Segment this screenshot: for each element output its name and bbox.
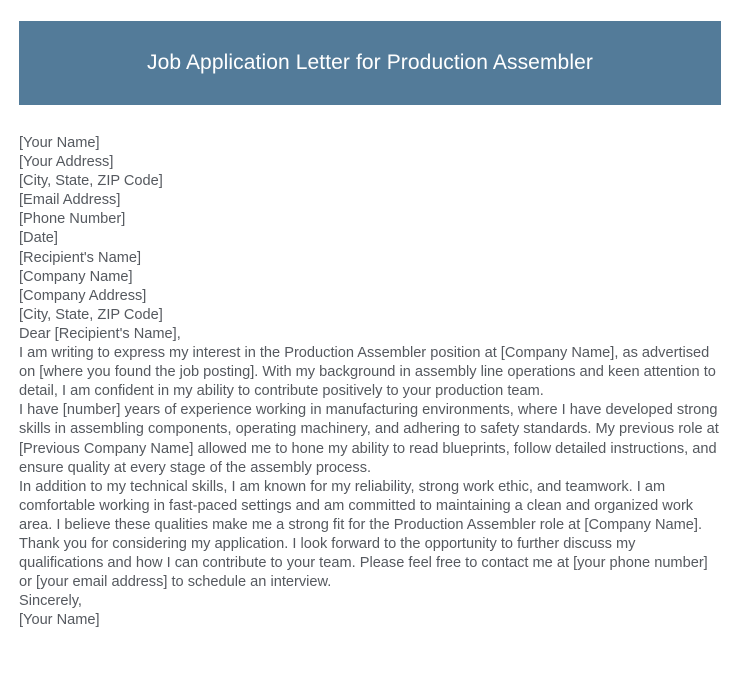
letter-paragraph: I have [number] years of experience working in manufacturing environments, where I have developed strong skills in assembling components, operating machinery, and adhering to safety standards. My previous role at [Previous Company Name] allowed me to hone my ability to read blueprints, follow detailed instructions, and ensure quality at every stage of the assembly process. bbox=[19, 402, 719, 476]
address-line: [Recipient's Name] bbox=[19, 249, 142, 266]
letter-paragraph: I am writing to express my interest in the Production Assembler position at [Company Name], as advertised on [where you found the job posting]. With my background in assembly line operations and keen attention to detail, I am confident in my ability to contribute positively to your production team. bbox=[19, 345, 716, 400]
letter-paragraph: Thank you for considering my application. I look forward to the opportunity to further discuss my qualifications and how I can contribute to your team. Please feel free to contact me at [your phone number] or [your email address] to schedule an interview. bbox=[19, 535, 708, 591]
address-line: [Company Name] bbox=[19, 268, 133, 285]
address-line: [Your Name] bbox=[19, 135, 100, 151]
salutation: Dear [Recipient's Name], bbox=[19, 325, 181, 342]
address-line: [Phone Number] bbox=[19, 211, 126, 228]
page-title: Job Application Letter for Production Assembler bbox=[147, 51, 593, 75]
address-line: [City, State, ZIP Code] bbox=[19, 306, 163, 323]
address-line: [Date] bbox=[19, 230, 58, 247]
address-line: [City, State, ZIP Code] bbox=[19, 173, 163, 190]
letter-paragraph: In addition to my technical skills, I am known for my reliability, strong work ethic, and teamwork. I am comfortable working in fast-paced settings and am committed to maintaining a clean and organized work area. I believe these qualities make me a strong fit for the Production Assembler role at [Company Name]. bbox=[19, 478, 702, 533]
letter-header-banner bbox=[19, 21, 721, 105]
closing: Sincerely, bbox=[19, 593, 82, 610]
signature-name: [Your Name] bbox=[19, 612, 100, 629]
address-line: [Company Address] bbox=[19, 287, 147, 304]
address-line: [Your Address] bbox=[19, 154, 114, 171]
letter-body bbox=[19, 134, 719, 630]
address-block bbox=[19, 134, 719, 325]
address-line: [Email Address] bbox=[19, 192, 121, 209]
